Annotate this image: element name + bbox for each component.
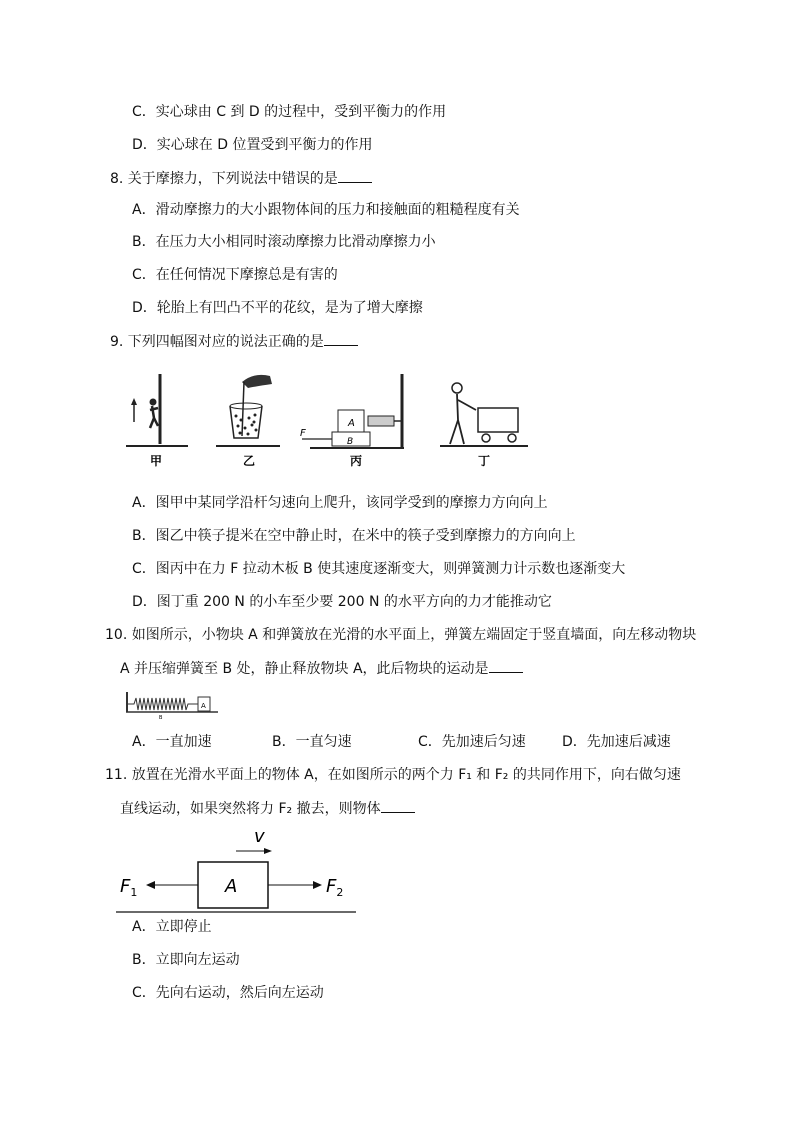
answer-blank bbox=[381, 798, 415, 813]
q11-stem-line1: 11. 放置在光滑水平面上的物体 A，在如图所示的两个力 F₁ 和 F₂ 的共同作用下，向右做匀速 bbox=[105, 767, 681, 783]
velocity-arrow-head bbox=[264, 848, 272, 854]
q11-option-a: A．立即停止 bbox=[132, 919, 212, 935]
plank-b-label: B bbox=[347, 437, 354, 447]
force-f1-arrow-head bbox=[146, 881, 155, 889]
person-head bbox=[452, 383, 462, 393]
figure-label-yi: 乙 bbox=[243, 454, 256, 468]
q9-option-b: B．图乙中筷子提米在空中静止时，在米中的筷子受到摩擦力的方向向上 bbox=[132, 528, 576, 544]
figure-label-bing: 丙 bbox=[350, 454, 363, 468]
force-f2-label: $F_2$ bbox=[326, 876, 344, 899]
point-b-label: B bbox=[159, 715, 163, 720]
figure-label-ding: 丁 bbox=[478, 454, 491, 468]
answer-blank bbox=[489, 658, 523, 673]
q8-option-a: A．滑动摩擦力的大小跟物体间的压力和接触面的粗糙程度有关 bbox=[132, 202, 520, 218]
answer-blank bbox=[324, 331, 358, 346]
up-arrow-head bbox=[131, 398, 137, 405]
q8-stem: 8. 关于摩擦力，下列说法中错误的是 bbox=[110, 168, 372, 189]
q8-option-b: B．在压力大小相同时滚动摩擦力比滑动摩擦力小 bbox=[132, 234, 436, 250]
q7-option-c: C．实心球由 C 到 D 的过程中，受到平衡力的作用 bbox=[132, 104, 447, 120]
q10-option-a: A．一直加速 bbox=[132, 734, 212, 750]
climber-body bbox=[150, 406, 158, 428]
spring bbox=[127, 698, 198, 710]
q8-option-d: D．轮胎上有凹凸不平的花纹，是为了增大摩擦 bbox=[132, 300, 423, 316]
figure-forces bbox=[112, 824, 360, 918]
person-body bbox=[450, 394, 476, 444]
q10-option-d: D．先加速后减速 bbox=[562, 734, 671, 750]
q10-stem-line1: 10. 如图所示，小物块 A 和弹簧放在光滑的水平面上，弹簧左端固定于竖直墙面，向左移动物块 bbox=[105, 627, 697, 643]
q9-option-c: C．图丙中在力 F 拉动木板 B 使其速度逐渐变大，则弹簧测力计示数也逐渐变大 bbox=[132, 561, 626, 577]
q8-option-c: C．在任何情况下摩擦总是有害的 bbox=[132, 267, 338, 283]
cart-wheel bbox=[508, 434, 516, 442]
climber-head bbox=[150, 399, 157, 406]
answer-blank bbox=[338, 168, 372, 183]
hand bbox=[242, 375, 272, 388]
q10-option-c: C．先加速后匀速 bbox=[418, 734, 526, 750]
figure-label-jia: 甲 bbox=[150, 454, 163, 468]
q11-stem-line2: 直线运动，如果突然将力 F₂ 撤去，则物体 bbox=[120, 798, 415, 819]
cup bbox=[230, 406, 262, 438]
q9-stem: 9. 下列四幅图对应的说法正确的是 bbox=[110, 331, 358, 352]
cup-rim bbox=[230, 403, 262, 409]
force-f2-arrow-head bbox=[313, 881, 322, 889]
figure-jia bbox=[122, 368, 192, 468]
block-a-label: A bbox=[348, 418, 355, 429]
velocity-label: v bbox=[254, 826, 265, 847]
q9-option-a: A．图甲中某同学沿杆匀速向上爬升，该同学受到的摩擦力方向向上 bbox=[132, 495, 548, 511]
figure-bing bbox=[296, 368, 416, 468]
figure-ding bbox=[436, 368, 532, 468]
q10-stem-line2: A 并压缩弹簧至 B 处，静止释放物块 A，此后物块的运动是 bbox=[120, 658, 523, 679]
q7-option-d: D．实心球在 D 位置受到平衡力的作用 bbox=[132, 137, 373, 153]
q9-option-d: D．图丁重 200 N 的小车至少要 200 N 的水平方向的力才能推动它 bbox=[132, 594, 552, 610]
force-f1-label: $F_1$ bbox=[120, 876, 138, 899]
block-a-label: A bbox=[225, 876, 238, 897]
cart bbox=[478, 408, 518, 432]
block-a-label: A bbox=[201, 702, 206, 710]
cart-wheel bbox=[482, 434, 490, 442]
rice bbox=[235, 414, 258, 436]
q11-option-c: C．先向右运动，然后向左运动 bbox=[132, 985, 324, 1001]
figure-spring bbox=[124, 688, 220, 720]
q11-option-b: B．立即向左运动 bbox=[132, 952, 240, 968]
spring-scale bbox=[368, 416, 394, 426]
force-f-label: F bbox=[300, 428, 306, 439]
q10-option-b: B．一直匀速 bbox=[272, 734, 352, 750]
figure-yi bbox=[214, 368, 284, 468]
